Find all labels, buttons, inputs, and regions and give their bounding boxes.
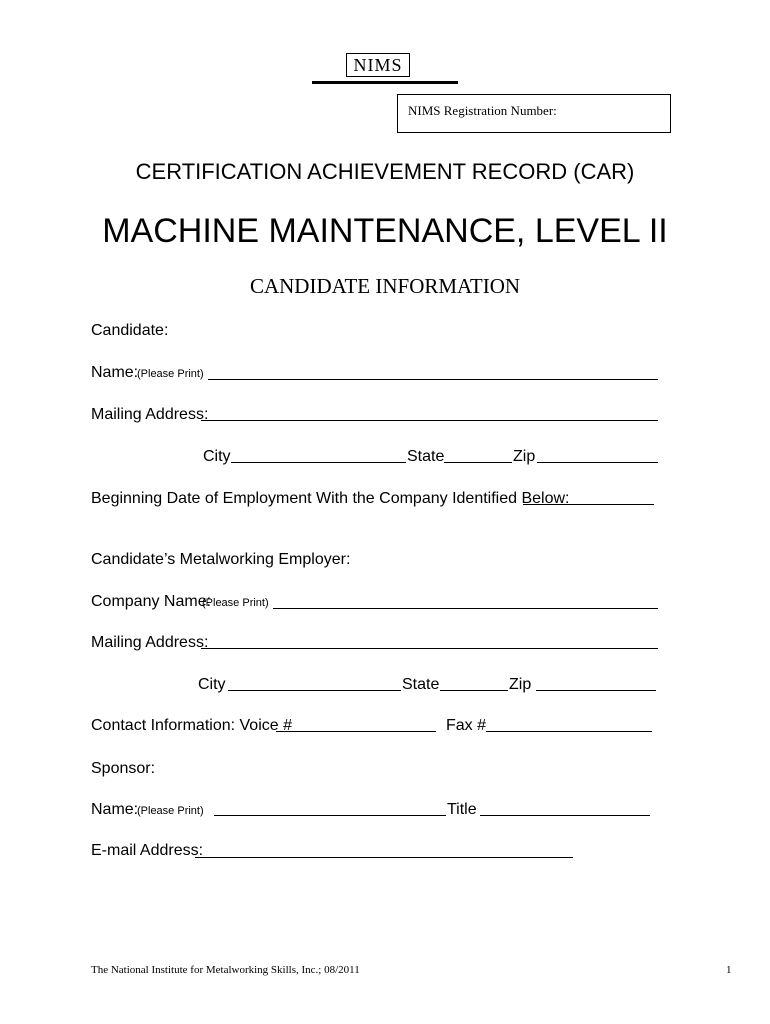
employer-zip-field[interactable] — [536, 690, 656, 691]
candidate-state-label: State — [407, 448, 445, 465]
fax-label: Fax # — [446, 717, 487, 734]
candidate-zip-field[interactable] — [537, 462, 658, 463]
company-name-hint: (Please Print) — [202, 597, 269, 609]
employer-address-field[interactable] — [201, 648, 658, 649]
footer-text: The National Institute for Metalworking Skills, Inc.; 08/2011 — [91, 964, 360, 976]
section-title: CANDIDATE INFORMATION — [249, 274, 521, 298]
company-name-field[interactable] — [273, 608, 658, 609]
sponsor-title-field[interactable] — [480, 815, 650, 816]
candidate-city-field[interactable] — [231, 462, 406, 463]
voice-field[interactable] — [276, 731, 436, 732]
registration-number-label: NIMS Registration Number: — [408, 103, 557, 118]
voice-label: Contact Information: Voice # — [91, 717, 292, 734]
nims-logo: NIMS — [346, 53, 410, 77]
page-number: 1 — [726, 964, 732, 976]
fax-field[interactable] — [486, 731, 652, 732]
sponsor-name-field[interactable] — [214, 815, 446, 816]
sponsor-name-hint: (Please Print) — [137, 805, 204, 817]
employer-address-label: Mailing Address: — [91, 634, 209, 651]
candidate-city-label: City — [203, 448, 231, 465]
sponsor-email-field[interactable] — [195, 857, 573, 858]
employer-city-label: City — [198, 676, 226, 693]
begin-date-label: Beginning Date of Employment With the Company Identified Below: — [91, 490, 570, 507]
candidate-name-label: Name: — [91, 364, 139, 381]
candidate-name-field[interactable] — [208, 379, 658, 380]
company-name-label: Company Name: — [91, 593, 212, 610]
logo-underline — [312, 81, 458, 84]
candidate-address-label: Mailing Address: — [91, 406, 209, 423]
registration-number-box[interactable] — [397, 94, 671, 133]
employer-state-field[interactable] — [440, 690, 508, 691]
employer-zip-label: Zip — [509, 676, 532, 693]
sponsor-email-label: E-mail Address: — [91, 842, 204, 859]
candidate-heading: Candidate: — [91, 322, 169, 339]
candidate-name-hint: (Please Print) — [137, 368, 204, 380]
sponsor-name-label: Name: — [91, 801, 139, 818]
employer-state-label: State — [402, 676, 440, 693]
candidate-state-field[interactable] — [444, 462, 512, 463]
sponsor-heading: Sponsor: — [91, 760, 156, 777]
sponsor-title-label: Title — [447, 801, 477, 818]
candidate-zip-label: Zip — [513, 448, 536, 465]
employer-city-field[interactable] — [228, 690, 401, 691]
begin-date-field[interactable] — [523, 504, 654, 505]
employer-heading: Candidate’s Metalworking Employer: — [91, 551, 351, 568]
record-title: CERTIFICATION ACHIEVEMENT RECORD (CAR) — [135, 159, 635, 184]
program-title: MACHINE MAINTENANCE, LEVEL II — [102, 212, 668, 250]
candidate-address-field[interactable] — [201, 420, 658, 421]
